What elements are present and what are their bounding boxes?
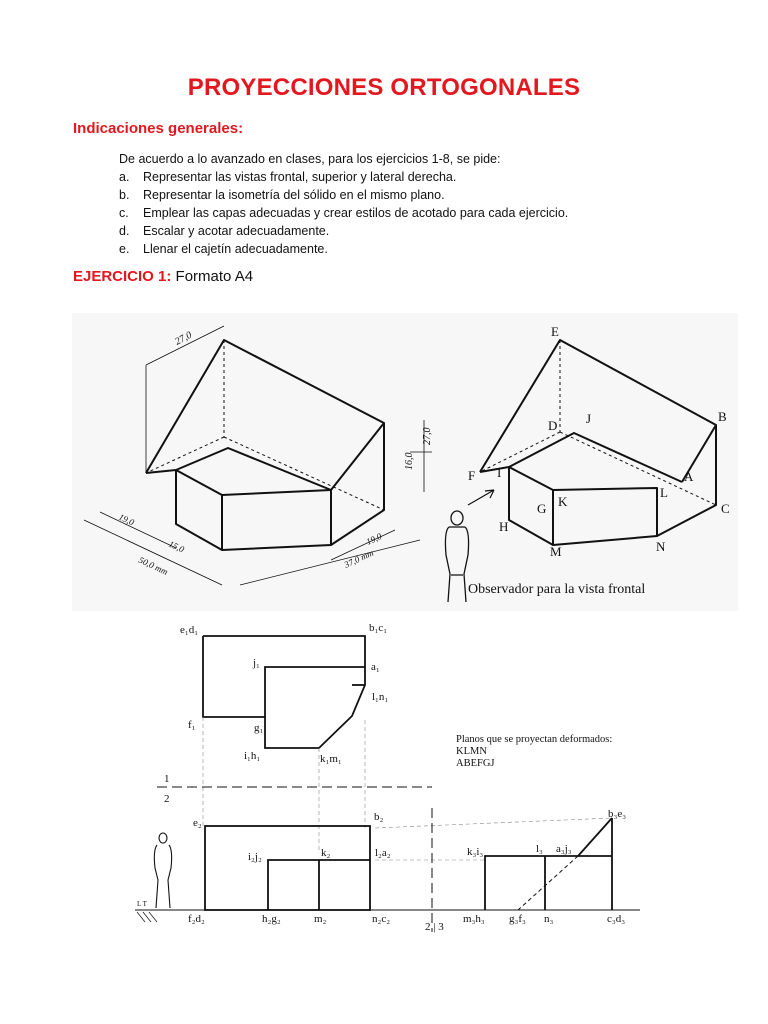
deformed-note-line: ABEFGJ xyxy=(456,758,495,769)
top-view-label: i₁h₁ xyxy=(244,750,261,762)
top-view-label: e₁d₁ xyxy=(180,624,199,636)
isometric-figure xyxy=(70,310,740,615)
list-marker: e. xyxy=(119,242,130,256)
front-view-label: e₂ xyxy=(193,817,202,829)
side-view-label: b₃e₃ xyxy=(608,808,627,820)
list-text: Representar las vistas frontal, superior y lateral derecha. xyxy=(143,170,457,184)
intro-text: De acuerdo a lo avanzado en clases, para los ejercicios 1-8, se pide: xyxy=(119,152,501,166)
top-view-label: b₁c₁ xyxy=(369,622,388,634)
instruction-list xyxy=(119,168,568,258)
dim-label: 15,0 xyxy=(167,538,186,555)
vertex-label: G xyxy=(537,501,547,516)
dim-label: 19,0 xyxy=(364,531,384,547)
vertex-label: A xyxy=(684,469,694,484)
plane-number: 1 xyxy=(164,773,170,785)
dim-label: 50,0 mm xyxy=(137,554,170,577)
list-marker: d. xyxy=(119,224,130,238)
front-view-label: l₂a₂ xyxy=(375,847,391,859)
dim-label: 27,0 xyxy=(173,329,194,348)
dim-label: 37,0 mm xyxy=(342,547,375,570)
deformed-note-line: KLMN xyxy=(456,746,487,757)
top-view-label: k₁m₁ xyxy=(320,753,342,765)
side-view-label: n₃ xyxy=(544,913,554,925)
deformed-note-heading: Planos que se proyectan deformados: xyxy=(456,734,613,745)
front-view-label: k₂ xyxy=(321,847,331,859)
side-view-label: c₃d₃ xyxy=(607,913,626,925)
side-view-label: g₃f₃ xyxy=(509,913,526,925)
top-view-outline xyxy=(203,636,365,748)
vertex-label: E xyxy=(551,324,559,339)
list-item xyxy=(119,168,568,186)
vertex-label: D xyxy=(548,418,558,433)
top-view-label: j₁ xyxy=(253,657,260,669)
list-item xyxy=(119,240,568,258)
section-heading: Indicaciones generales: xyxy=(73,120,244,137)
side-view-label: l₃ xyxy=(536,843,543,855)
vertex-label: L xyxy=(660,485,668,500)
side-view-edge xyxy=(485,856,612,910)
exercise-label: EJERCICIO 1: xyxy=(73,268,172,285)
side-view-edge xyxy=(578,818,612,856)
front-view-label: m₂ xyxy=(314,913,327,925)
plane-number: 2 xyxy=(164,793,170,805)
vertex-label: B xyxy=(718,409,727,424)
vertex-label: I xyxy=(497,465,502,480)
top-view-label: f₁ xyxy=(188,719,196,731)
side-view-label: m₃h₃ xyxy=(463,913,485,925)
front-view-label: b₂ xyxy=(374,811,384,823)
side-view-label: a₃j₃ xyxy=(556,843,572,855)
list-text: Escalar y acotar adecuadamente. xyxy=(143,224,330,238)
list-text: Llenar el cajetín adecuadamente. xyxy=(143,242,328,256)
front-view-label: i₂j₂ xyxy=(248,851,262,863)
projection-line xyxy=(375,818,612,828)
vertex-label: K xyxy=(558,494,568,509)
list-item xyxy=(119,222,568,240)
side-view-hidden-edge xyxy=(518,856,578,910)
front-view-label: f₂d₂ xyxy=(188,913,205,925)
list-marker: b. xyxy=(119,188,130,202)
vertex-label: M xyxy=(550,544,562,559)
exercise-format: Formato A4 xyxy=(175,268,254,285)
dim-label: 19,0 xyxy=(117,511,136,528)
vertex-label: F xyxy=(468,468,476,483)
side-view-label: k₃i₃ xyxy=(467,846,484,858)
top-view-edge xyxy=(265,667,365,717)
list-text: Representar la isometría del sólido en el mismo plano. xyxy=(143,188,445,202)
vertex-label: C xyxy=(721,501,730,516)
list-text: Emplear las capas adecuadas y crear estilos de acotado para cada ejercicio. xyxy=(143,206,569,220)
plane-number: 2 | 3 xyxy=(425,921,444,933)
reference-figure-icon xyxy=(137,833,172,922)
top-view-label: g₁ xyxy=(254,722,264,734)
vertex-label: N xyxy=(656,539,666,554)
front-view-label: n₂c₂ xyxy=(372,913,391,925)
vertex-label: J xyxy=(586,411,592,426)
top-view-label: l₁n₁ xyxy=(372,691,389,703)
exercise-heading xyxy=(73,268,253,285)
ground-line-label: L T xyxy=(137,900,147,908)
top-view-label: a₁ xyxy=(371,661,380,673)
front-view-label: h₂g₂ xyxy=(262,913,281,925)
page-title: PROYECCIONES ORTOGONALES xyxy=(187,74,581,101)
front-view-outline xyxy=(205,826,370,910)
dim-label: 27,0 xyxy=(422,427,433,445)
list-marker: a. xyxy=(119,170,130,184)
vertex-label: H xyxy=(499,519,509,534)
dim-label: 16,0 xyxy=(404,452,415,470)
orthographic-views xyxy=(125,615,645,935)
list-item xyxy=(119,186,568,204)
observer-caption: Observador para la vista frontal xyxy=(468,582,646,597)
list-marker: c. xyxy=(119,206,129,220)
list-item xyxy=(119,204,568,222)
